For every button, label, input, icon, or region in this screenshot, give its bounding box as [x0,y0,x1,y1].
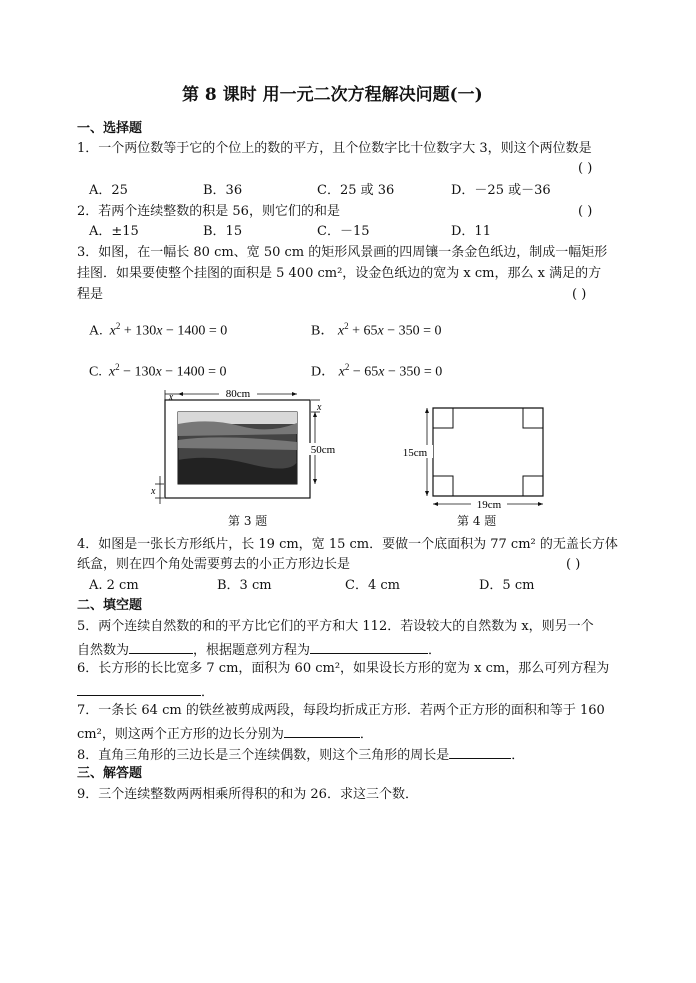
option-a: A．±15 [89,224,139,239]
section-heading-solve: 三、解答题 [77,766,143,781]
question-3-text-line2: 挂图．如果要使整个挂图的面积是 5 400 cm²，设金色纸边的宽为 x cm，那么 x 满足的方 [77,266,602,281]
question-3-text-line3: 程是 [77,287,104,302]
question-3-text-line1: 3．如图，在一幅长 80 cm、宽 50 cm 的矩形风景画的四周镶一条金色纸边，制成一幅矩形 [77,245,608,260]
option-b: B．3 cm [217,578,272,593]
option-a: A. 2 cm [89,578,139,593]
corner-square [523,476,543,496]
var-x-label: x [151,486,156,497]
option-b-equation: B． $x^2 + 65x - 350 = 0$ [311,321,442,339]
figure-3-picture-frame [150,390,340,510]
corner-square [433,408,453,428]
height-label: 15cm [402,447,428,459]
question-6-text-line2: ． [77,682,214,701]
answer-blank[interactable] [77,682,201,696]
question-4-text-line2: 纸盒，则在四个角处需要剪去的小正方形边长是 [77,557,351,572]
answer-blank[interactable] [284,724,360,738]
question-8-text: 8．直角三角形的三边长是三个连续偶数，则这个三角形的周长是 ． [77,745,524,764]
var-x-label: x [317,402,322,413]
corner-square [523,408,543,428]
question-7-text-line1: 7．一条长 64 cm 的铁丝被剪成两段，每段均折成正方形．若两个正方形的面积和等于 160 [77,703,605,718]
question-7-text-line2: cm²，则这两个正方形的边长分别为 ． [77,724,373,743]
figure-3-caption: 第 3 题 [228,514,268,528]
question-1-text: 1．一个两位数等于它的个位上的数的平方，且个位数字比十位数字大 3，则这个两位数是 [77,141,592,156]
answer-blank[interactable] [449,745,511,759]
paper-outline [433,408,543,496]
question-5-text-line2: 自然数为 ，根据题意列方程为 ． [77,640,441,659]
question-6-text-line1: 6．长方形的长比宽多 7 cm，面积为 60 cm²，如果设长方形的宽为 x cm，那么可列方程为 [77,661,610,676]
page-title: 第 8 课时 用一元二次方程解决问题(一) [182,85,483,105]
corner-square [433,476,453,496]
section-heading-choice: 一、选择题 [77,121,143,136]
option-a: A．25 [89,183,128,198]
option-d: D．－25 或－36 [451,183,551,198]
answer-paren: ( ) [566,557,581,572]
width-label: 19cm [476,499,502,511]
height-label: 50cm [310,444,336,456]
option-c: C．25 或 36 [317,183,395,198]
option-c: C．－15 [317,224,370,239]
figure-4-paper-cut [393,398,553,516]
answer-paren: ( ) [572,287,587,302]
answer-paren: ( ) [578,161,593,176]
option-b: B．36 [203,183,243,198]
section-heading-fill: 二、填空题 [77,598,143,613]
option-d: D．5 cm [479,578,535,593]
question-2-text: 2．若两个连续整数的积是 56，则它们的和是 [77,204,340,219]
option-c-equation: C. $x^2 - 130x - 1400 = 0$ [89,362,227,380]
option-c: C．4 cm [345,578,400,593]
question-5-text-line1: 5．两个连续自然数的和的平方比它们的平方和大 112．若设较大的自然数为 x，则另一个 [77,619,594,634]
option-a-equation: A. $x^2 + 130x - 1400 = 0$ [89,321,228,339]
option-d: D．11 [451,224,491,239]
width-label: 80cm [225,390,251,400]
figure-4-caption: 第 4 题 [457,514,497,528]
question-9-text: 9．三个连续整数两两相乘所得积的和为 26．求这三个数． [77,787,418,802]
answer-blank[interactable] [129,640,193,654]
answer-blank[interactable] [310,640,428,654]
var-x-label: x [168,392,174,403]
answer-paren: ( ) [578,204,593,219]
option-d-equation: D． $x^2 - 65x - 350 = 0$ [311,362,443,380]
question-4-text-line1: 4．如图是一张长方形纸片，长 19 cm，宽 15 cm．要做一个底面积为 77 cm² 的无盖长方体 [77,537,618,552]
option-b: B．15 [203,224,243,239]
